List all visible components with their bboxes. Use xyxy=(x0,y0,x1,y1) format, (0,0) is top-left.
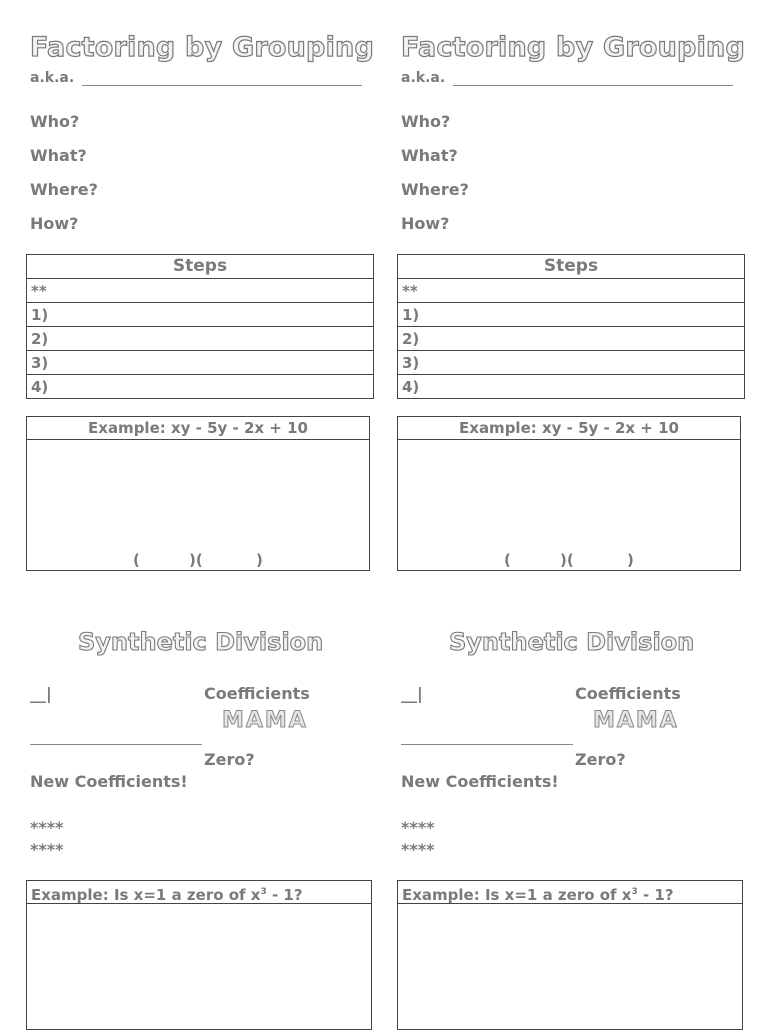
synthetic-example-label: Example: Is x=1 a zero of $x^3 - 1$? xyxy=(27,881,371,904)
aka-blank-line xyxy=(82,85,362,86)
steps-row: 2) xyxy=(398,326,744,350)
steps-row: 2) xyxy=(27,326,373,350)
paren-close: ) xyxy=(256,551,263,569)
stars-line-1: **** xyxy=(401,818,435,837)
grouping-title: Factoring by Grouping xyxy=(30,32,374,63)
paren-close: ) xyxy=(627,551,634,569)
steps-row: 4) xyxy=(27,374,373,398)
steps-row: ** xyxy=(27,278,373,302)
grouping-example-label: Example: xy - 5y - 2x + 10 xyxy=(27,417,369,440)
new-coefficients-label: New Coefficients! xyxy=(401,772,559,791)
stars-line-2: **** xyxy=(30,840,64,859)
synthetic-blank-line xyxy=(401,744,573,745)
synthetic-title: Synthetic Division xyxy=(449,628,695,656)
coefficients-label: Coefficients xyxy=(575,684,681,703)
question-how: How? xyxy=(30,214,79,233)
steps-row: 3) xyxy=(398,350,744,374)
mama-word: MAMA xyxy=(593,708,679,733)
question-who: Who? xyxy=(401,112,451,131)
steps-table xyxy=(26,254,374,399)
steps-row: 1) xyxy=(398,302,744,326)
steps-row: 4) xyxy=(398,374,744,398)
paren-middle: )( xyxy=(560,551,574,569)
paren-open: ( xyxy=(133,551,140,569)
synthetic-example-label: Example: Is x=1 a zero of $x^3 - 1$? xyxy=(398,881,742,904)
question-where: Where? xyxy=(30,180,98,199)
synthetic-title: Synthetic Division xyxy=(78,628,324,656)
new-coefficients-label: New Coefficients! xyxy=(30,772,188,791)
steps-row: 1) xyxy=(27,302,373,326)
synthetic-blank-line xyxy=(30,744,202,745)
question-what: What? xyxy=(30,146,87,165)
paren-middle: )( xyxy=(189,551,203,569)
aka-blank-line xyxy=(453,85,733,86)
paren-open: ( xyxy=(504,551,511,569)
question-how: How? xyxy=(401,214,450,233)
zero-label: Zero? xyxy=(204,750,255,769)
steps-row: ** xyxy=(398,278,744,302)
coefficients-label: Coefficients xyxy=(204,684,310,703)
mama-word: MAMA xyxy=(222,708,308,733)
question-what: What? xyxy=(401,146,458,165)
steps-header: Steps xyxy=(543,256,599,276)
stars-line-2: **** xyxy=(401,840,435,859)
grouping-example-label: Example: xy - 5y - 2x + 10 xyxy=(398,417,740,440)
steps-table xyxy=(397,254,745,399)
grouping-example-box xyxy=(26,416,370,571)
question-who: Who? xyxy=(30,112,80,131)
stars-line-1: **** xyxy=(30,818,64,837)
divider-mark: __| xyxy=(401,684,423,703)
left-column xyxy=(26,0,374,1024)
aka-label: a.k.a. xyxy=(30,70,75,86)
zero-label: Zero? xyxy=(575,750,626,769)
steps-row: 3) xyxy=(27,350,373,374)
grouping-example-box xyxy=(397,416,741,571)
steps-header: Steps xyxy=(172,256,228,276)
divider-mark: __| xyxy=(30,684,52,703)
synthetic-example-box xyxy=(26,880,372,1030)
grouping-title: Factoring by Grouping xyxy=(401,32,745,63)
synthetic-example-box xyxy=(397,880,743,1030)
aka-label: a.k.a. xyxy=(401,70,446,86)
question-where: Where? xyxy=(401,180,469,199)
right-column xyxy=(397,0,745,1024)
